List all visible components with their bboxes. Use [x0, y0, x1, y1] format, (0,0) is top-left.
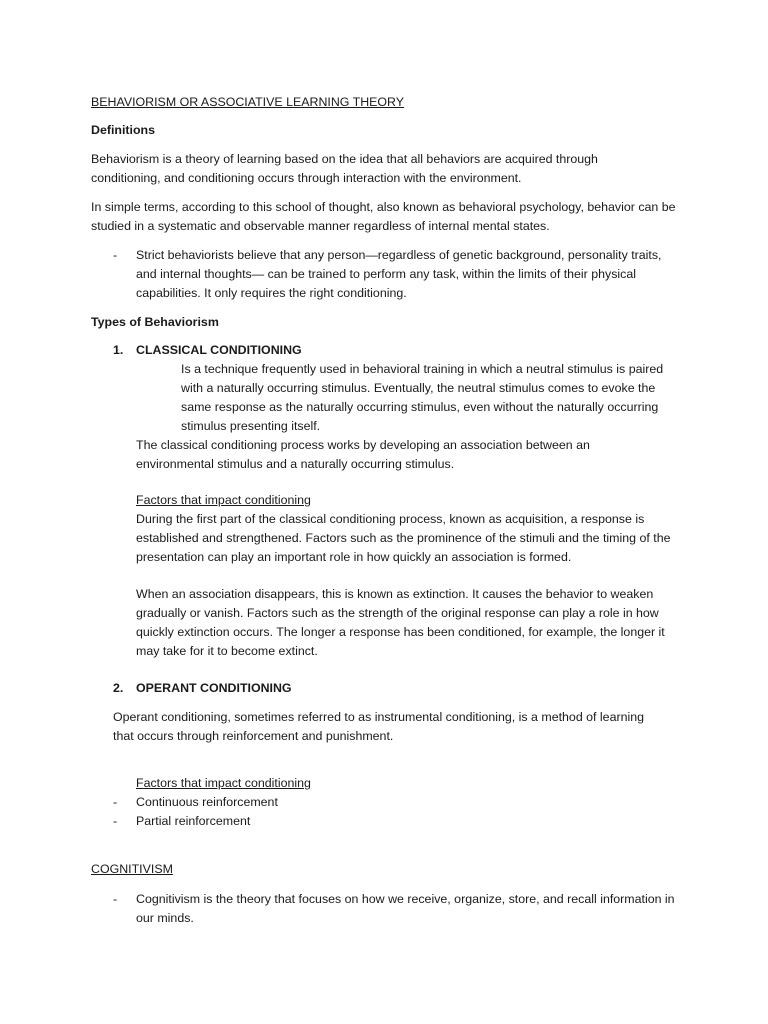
- acquisition-paragraph: During the first part of the classical conditioning process, known as acquisition, a response is established and strengthened. Factors such as the prominence of the stimuli and the timing of the presentation can play an important role in how quickly an association is formed.: [136, 512, 671, 564]
- classical-number: 1.: [113, 343, 124, 357]
- definitions-heading: Definitions: [91, 123, 156, 137]
- classical-process-paragraph: The classical conditioning process works by developing an association between an environmental stimulus and a naturally occurring stimulus.: [136, 438, 590, 471]
- bullet-dash: -: [113, 248, 118, 262]
- classical-heading: CLASSICAL CONDITIONING: [136, 343, 302, 357]
- bullet-dash: -: [113, 814, 118, 828]
- list-item: Partial reinforcement: [136, 814, 251, 828]
- definition-paragraph-1: Behaviorism is a theory of learning based on the idea that all behaviors are acquired through conditioning, and conditioning occurs through interaction with the environment.: [91, 152, 598, 185]
- extinction-paragraph: When an association disappears, this is known as extinction. It causes the behavior to weaken gradually or vanish. Factors such as the strength of the original response can play a role in how quickly extinction occurs. The longer a response has been conditioned, for example, the longer it may take for it to become extinct.: [136, 587, 665, 658]
- classical-description: Is a technique frequently used in behavioral training in which a neutral stimulus is paired with a naturally occurring stimulus. Eventually, the neutral stimulus comes to evoke the same response as the naturally occurring stimulus, even without the naturally occurring stimulus presenting itself.: [181, 362, 664, 433]
- operant-heading: OPERANT CONDITIONING: [136, 681, 292, 695]
- strict-behaviorists-bullet: Strict behaviorists believe that any person—regardless of genetic background, personality traits, and internal thoughts— can be trained to perform any task, within the limits of their physical capabilities. It only requires the right conditioning.: [136, 248, 662, 300]
- definition-paragraph-2: In simple terms, according to this school of thought, also known as behavioral psychology, behavior can be studied in a systematic and observable manner regardless of internal mental states.: [91, 200, 676, 233]
- bullet-dash: -: [113, 795, 118, 809]
- factors-heading: Factors that impact conditioning: [136, 493, 311, 507]
- cognitivism-bullet: Cognitivism is the theory that focuses on how we receive, organize, store, and recall information in our minds.: [136, 892, 675, 925]
- bullet-dash: -: [113, 892, 118, 906]
- types-heading: Types of Behaviorism: [91, 315, 219, 329]
- list-item: Continuous reinforcement: [136, 795, 278, 809]
- cognitivism-heading: COGNITIVISM: [91, 862, 173, 876]
- main-title: BEHAVIORISM OR ASSOCIATIVE LEARNING THEORY: [91, 95, 405, 109]
- operant-factors-heading: Factors that impact conditioning: [136, 776, 311, 790]
- operant-paragraph: Operant conditioning, sometimes referred to as instrumental conditioning, is a method of learning that occurs through reinforcement and punishment.: [113, 710, 645, 743]
- operant-number: 2.: [113, 681, 124, 695]
